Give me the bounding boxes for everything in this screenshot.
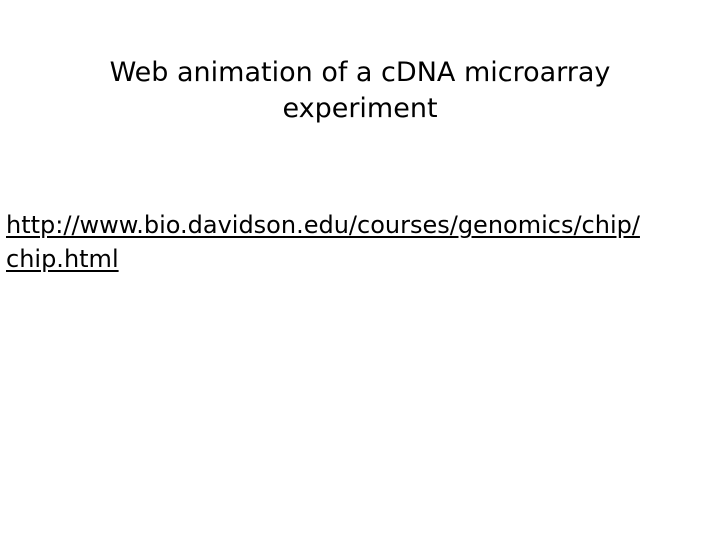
slide-title-line-2: experiment <box>282 93 438 124</box>
slide-title <box>40 55 680 127</box>
url-link-line-1: http://www.bio.davidson.edu/courses/genomics/chip/ <box>6 211 640 239</box>
url-link-line-2: chip.html <box>6 245 119 273</box>
slide-title-line-1: Web animation of a cDNA microarray <box>109 57 611 88</box>
url-link[interactable] <box>6 208 718 276</box>
